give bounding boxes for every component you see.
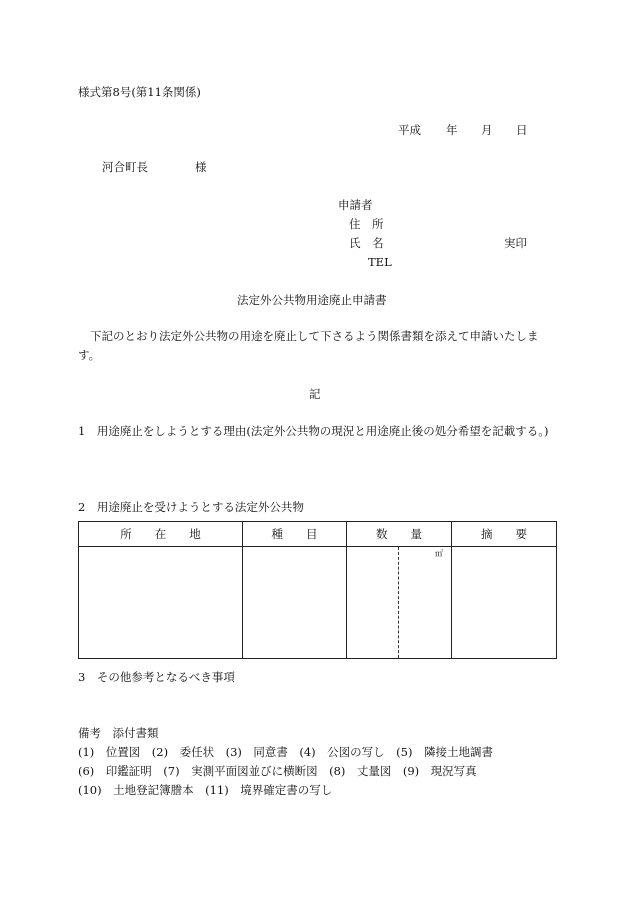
ki-heading: 記 <box>309 387 321 401</box>
seal-label: 実印 <box>504 236 527 250</box>
section-2 <box>78 499 304 515</box>
section-3-number: 3 <box>78 670 86 684</box>
cell-category <box>243 547 347 659</box>
section-3 <box>78 669 235 685</box>
addressee-name: 河合町長 <box>102 160 148 174</box>
header-category: 種 目 <box>243 522 347 547</box>
property-table <box>78 521 557 659</box>
applicant-heading: 申請者 <box>338 198 373 212</box>
notes-line: (6) 印鑑証明 (7) 実測平面図並びに横断図 (8) 丈量図 (9) 現況写真 <box>78 764 477 778</box>
document-title: 法定外公共物用途廃止申請書 <box>237 293 387 307</box>
table-header-row <box>79 522 557 547</box>
header-quantity: 数 量 <box>347 522 452 547</box>
tel-label: TEL <box>368 255 392 269</box>
addressee-honorific: 様 <box>195 160 207 174</box>
header-remarks: 摘 要 <box>452 522 557 547</box>
date-day: 日 <box>516 123 528 137</box>
header-location: 所 在 地 <box>79 522 243 547</box>
unit-label: ㎡ <box>435 549 443 558</box>
address-label: 住 所 <box>349 217 384 231</box>
name-label: 氏 名 <box>349 236 384 250</box>
date-year: 年 <box>446 123 458 137</box>
table-row <box>79 547 557 659</box>
intro-paragraph: 下記のとおり法定外公共物の用途を廃止して下さるよう関係書類を添えて申請いたします。 <box>78 329 539 362</box>
notes-line: (1) 位置図 (2) 委任状 (3) 同意書 (4) 公図の写し (5) 隣接土地調書 <box>78 745 493 759</box>
cell-quantity <box>347 547 452 659</box>
date-month: 月 <box>481 123 493 137</box>
cell-remarks <box>452 547 557 659</box>
section-2-text: 用途廃止を受けようとする法定外公共物 <box>96 500 304 514</box>
quantity-divider <box>398 547 399 658</box>
notes-line: (10) 土地登記簿謄本 (11) 境界確定書の写し <box>78 783 333 797</box>
cell-location <box>79 547 243 659</box>
form-number: 様式第8号(第11条関係) <box>78 85 201 99</box>
section-3-text: その他参考となるべき事項 <box>96 670 235 684</box>
date-era: 平成 <box>398 123 421 137</box>
section-1-number: 1 <box>78 424 86 438</box>
section-2-number: 2 <box>78 500 86 514</box>
section-1-text: 用途廃止をしようとする理由(法定外公共物の現況と用途廃止後の処分希望を記載する。) <box>96 424 549 438</box>
notes-heading: 備考 添付書類 <box>78 726 159 740</box>
section-1 <box>78 422 556 441</box>
